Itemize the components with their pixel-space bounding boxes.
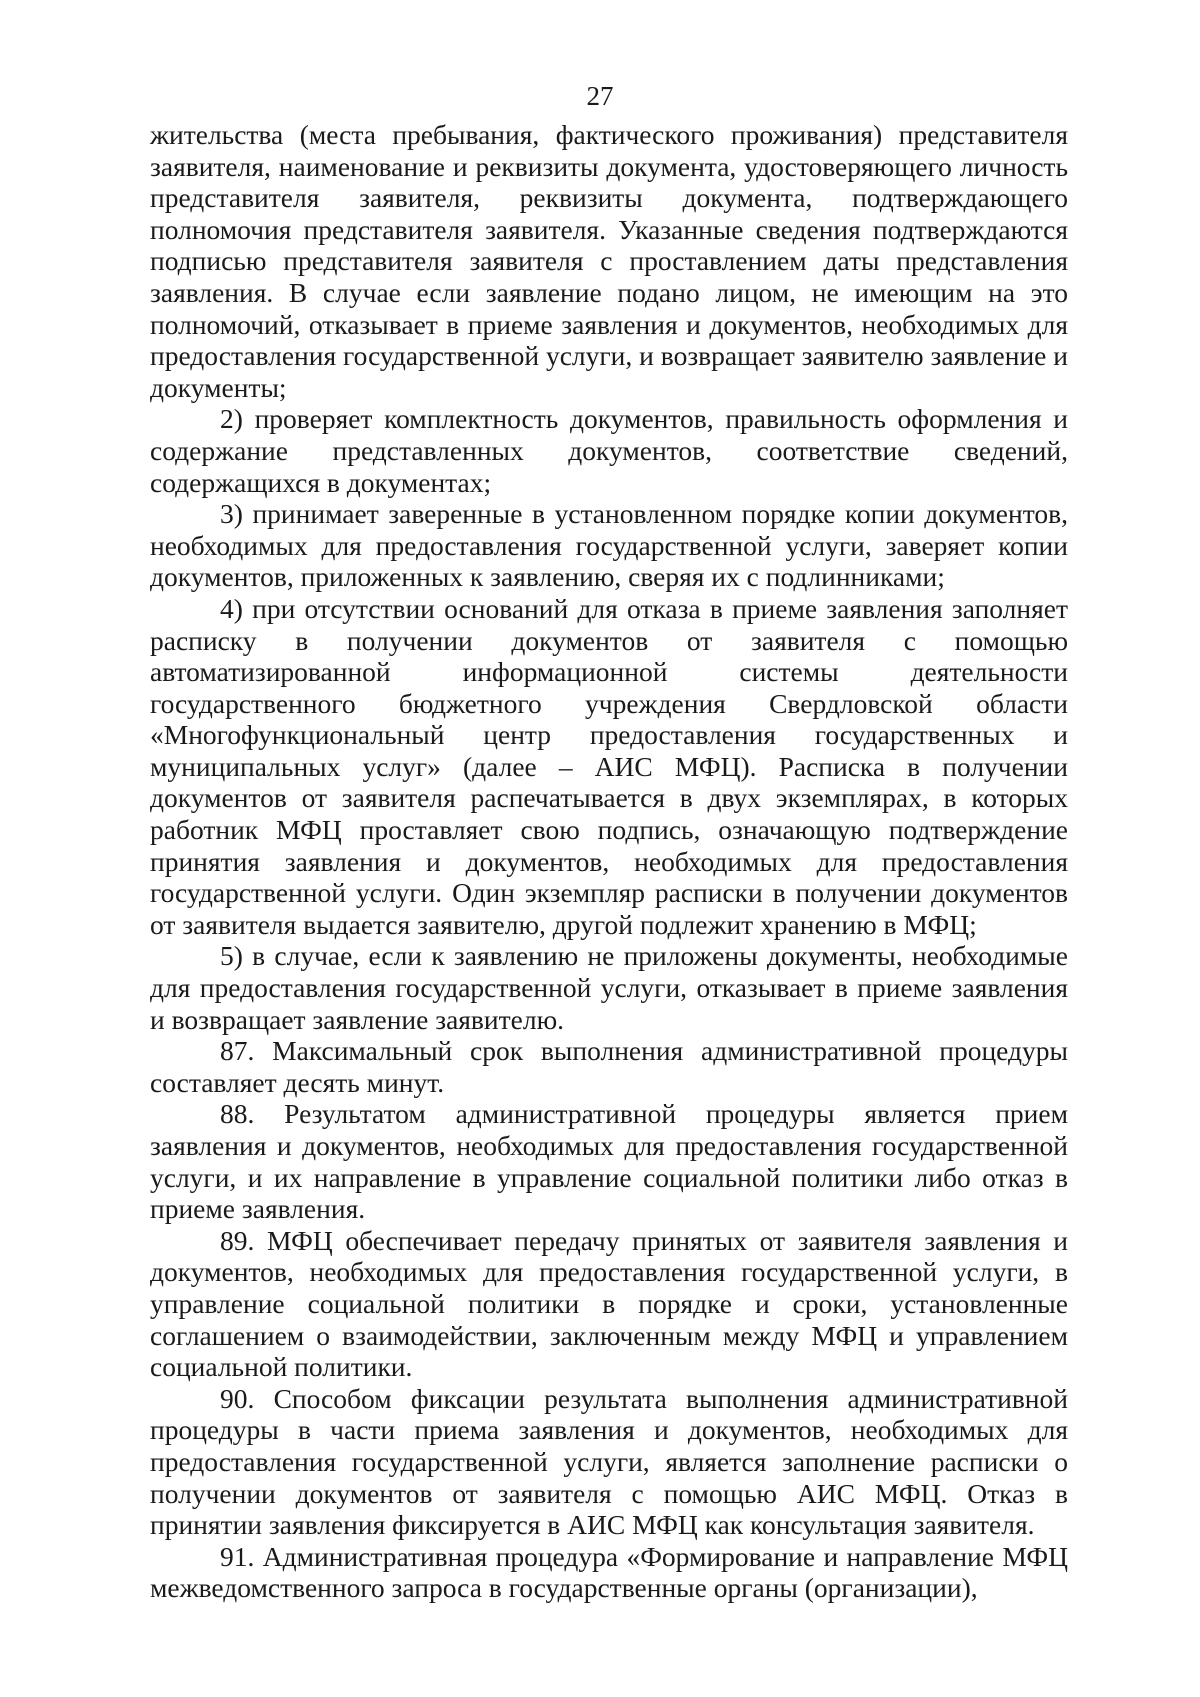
paragraph-87: 87. Максимальный срок выполнения административной процедуры составляет десять минут. bbox=[150, 1035, 1068, 1098]
paragraph-90: 90. Способом фиксации результата выполнения административной процедуры в части приема заявления и документов, необходимых для предоставления государственной услуги, является заполнение расписки о получении документов от заявителя с помощью АИС МФЦ. Отказ в принятии заявления фиксируется в АИС МФЦ как консультация заявителя. bbox=[150, 1382, 1068, 1541]
page-number: 27 bbox=[586, 81, 614, 111]
paragraph-89: 89. МФЦ обеспечивает передачу принятых от заявителя заявления и документов, необходимых для предоставления государственной услуги, в управление социальной политики в порядке и сроки, установленные соглашением о взаимодействии, заключенным между МФЦ и управлением социальной политики. bbox=[150, 1224, 1068, 1383]
paragraph-item-5: 5) в случае, если к заявлению не приложены документы, необходимые для предоставления государственной услуги, отказывает в приеме заявления и возвращает заявление заявителю. bbox=[150, 940, 1068, 1035]
paragraph-item-3: 3) принимает заверенные в установленном порядке копии документов, необходимых для предоставления государственной услуги, заверяет копии документов, приложенных к заявлению, сверяя их с подлинниками; bbox=[150, 498, 1068, 593]
paragraph-continuation: жительства (места пребывания, фактического проживания) представителя заявителя, наименование и реквизиты документа, удостоверяющего личность представителя заявителя, реквизиты документа, подтверждающего полномочия представителя заявителя. Указанные сведения подтверждаются подписью представителя заявителя с проставлением даты представления заявления. В случае если заявление подано лицом, не имеющим на это полномочий, отказывает в приеме заявления и документов, необходимых для предоставления государственной услуги, и возвращает заявителю заявление и документы; bbox=[150, 119, 1068, 403]
paragraph-91: 91. Административная процедура «Формирование и направление МФЦ межведомственного запроса в государственные органы (организации), bbox=[150, 1540, 1068, 1604]
paragraph-item-2: 2) проверяет комплектность документов, правильность оформления и содержание представленных документов, соответствие сведений, содержащихся в документах; bbox=[150, 403, 1068, 498]
document-body bbox=[150, 119, 1068, 1604]
paragraph-88: 88. Результатом административной процедуры является прием заявления и документов, необходимых для предоставления государственной услуги, и их направление в управление социальной политики либо отказ в приеме заявления. bbox=[150, 1098, 1068, 1225]
paragraph-item-4: 4) при отсутствии оснований для отказа в приеме заявления заполняет расписку в получении документов от заявителя с помощью автоматизированной информационной системы деятельности государственного бюджетного учреждения Свердловской области «Многофункциональный центр предоставления государственных и муниципальных услуг» (далее – АИС МФЦ). Расписка в получении документов от заявителя распечатывается в двух экземплярах, в которых работник МФЦ проставляет свою подпись, означающую подтверждение принятия заявления и документов, необходимых для предоставления государственной услуги. Один экземпляр расписки в получении документов от заявителя выдается заявителю, другой подлежит хранению в МФЦ; bbox=[150, 592, 1068, 940]
